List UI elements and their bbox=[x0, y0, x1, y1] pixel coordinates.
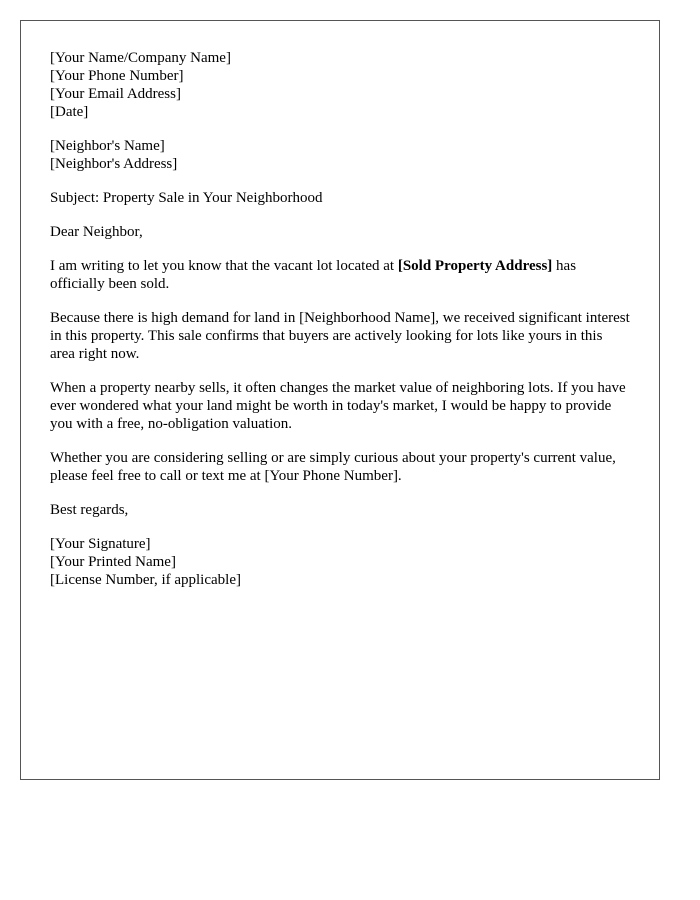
printed-name: [Your Printed Name] bbox=[50, 554, 176, 570]
paragraph-sale-notice-start: I am writing to let you know that the vacant lot located at bbox=[50, 258, 398, 274]
letter-date: [Date] bbox=[50, 104, 89, 120]
sender-email: [Your Email Address] bbox=[50, 86, 181, 102]
subject-line: Subject: Property Sale in Your Neighborhood bbox=[50, 190, 323, 206]
sold-property-address: [Sold Property Address] bbox=[397, 258, 553, 274]
letter-body bbox=[50, 49, 630, 605]
paragraph-sale-notice bbox=[50, 257, 630, 293]
sender-name: [Your Name/Company Name] bbox=[50, 50, 231, 66]
paragraph-valuation: When a property nearby sells, it often changes the market value of neighboring lots. If you have ever wondered what your land might be worth in today's market, I would be happy to provide you with a free, no-obligation valuation. bbox=[50, 380, 626, 432]
paragraph-sale-notice-end: has officially been sold. bbox=[50, 258, 577, 292]
signature-block bbox=[50, 535, 630, 589]
letter-frame bbox=[20, 20, 660, 780]
paragraph-demand: Because there is high demand for land in [Neighborhood Name], we received significant interest in this property. This sale confirms that buyers are actively looking for lots like yours in this area right now. bbox=[50, 310, 630, 362]
paragraph-contact: Whether you are considering selling or are simply curious about your property's current value, please feel free to call or text me at [Your Phone Number]. bbox=[50, 450, 616, 484]
license-number: [License Number, if applicable] bbox=[50, 572, 241, 588]
sender-phone: [Your Phone Number] bbox=[50, 68, 184, 84]
recipient-name: [Neighbor's Name] bbox=[50, 138, 165, 154]
recipient-block bbox=[50, 137, 630, 173]
sender-block bbox=[50, 49, 630, 121]
recipient-address: [Neighbor's Address] bbox=[50, 156, 178, 172]
salutation: Dear Neighbor, bbox=[50, 224, 143, 240]
signature-line: [Your Signature] bbox=[50, 536, 151, 552]
closing: Best regards, bbox=[50, 502, 129, 518]
